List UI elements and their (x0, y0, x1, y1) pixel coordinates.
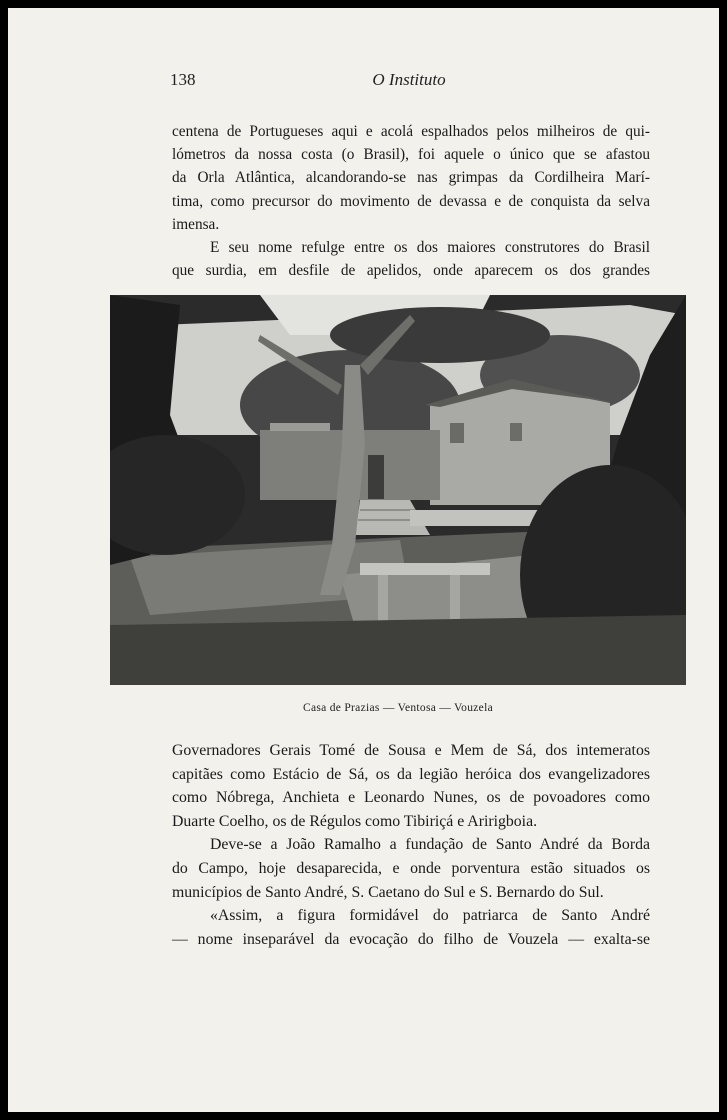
running-title: O Instituto (372, 70, 446, 89)
text-line: municípios de Santo André, S. Caetano do Sul e S. Bernardo do Sul. (172, 883, 604, 901)
text-line: imensa. (172, 215, 220, 233)
top-paragraphs (172, 120, 650, 282)
text-line: que surdia, em desfile de apelidos, onde aparecem os dos grandes (172, 262, 650, 280)
photo-caption: Casa de Prazias — Ventosa — Vouzela (303, 702, 493, 714)
photograph-image (110, 295, 686, 685)
text-line: capitães como Estácio de Sá, os da legião heróica dos evangelizadores (172, 765, 650, 783)
text-line: centena de Portugueses aqui e acolá espalhados pelos milheiros de qui- (172, 123, 650, 140)
text-line: — nome inseparável da evocação do filho de Vouzela — exalta-se (172, 930, 650, 948)
text-line: como Nóbrega, Anchieta e Leonardo Nunes, os de povoadores como (172, 789, 650, 807)
text-line: lómetros da nossa costa (o Brasil), foi aquele o único que se afastou (172, 146, 650, 164)
text-line: tima, como precursor do movimento de devassa e de conquista da selva (172, 192, 650, 210)
text-line: Governadores Gerais Tomé de Sousa e Mem de Sá, dos intemeratos (172, 742, 650, 759)
text-line: da Orla Atlântica, alcandorando-se nas grimpas da Cordilheira Marí- (172, 169, 650, 187)
book-page (8, 8, 719, 1112)
text-line: Duarte Coelho, os de Régulos como Tibiriçá e Aririgboia. (172, 812, 538, 830)
text-line: E seu nome refulge entre os dos maiores construtores do Brasil (210, 239, 650, 257)
page-number: 138 (170, 70, 196, 89)
text-line: Deve-se a João Ramalho a fundação de Santo André da Borda (210, 836, 650, 854)
photograph-casa-de-prazias (110, 295, 686, 685)
bottom-paragraphs (172, 739, 650, 951)
text-line: «Assim, a figura formidável do patriarca de Santo André (210, 907, 650, 925)
page-header (170, 70, 648, 98)
text-line: do Campo, hoje desaparecida, e onde porventura estão situados os (172, 859, 650, 877)
